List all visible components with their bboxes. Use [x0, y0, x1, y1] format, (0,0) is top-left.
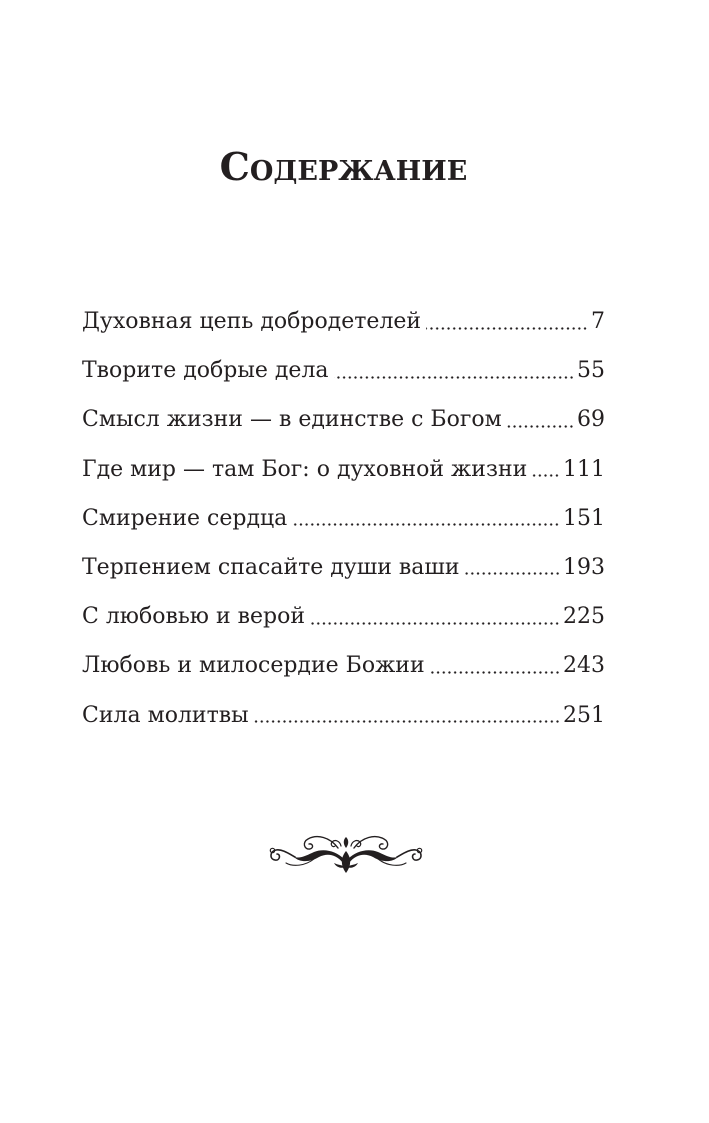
toc-entry: [82, 297, 605, 346]
toc-entry-page: 193: [563, 554, 605, 580]
toc-entry: [82, 641, 605, 690]
toc-entry-page: 55: [577, 358, 605, 384]
toc-entry: [82, 445, 605, 494]
toc-entry: [82, 543, 605, 592]
toc-entry-title: Смирение сердца: [82, 505, 288, 531]
toc-entry-title: Где мир — там Бог: о духовной жизни: [82, 456, 528, 482]
toc-entry: [82, 494, 605, 543]
table-of-contents: [82, 297, 605, 740]
dot-leader: [426, 297, 588, 346]
dot-leader: [334, 346, 574, 395]
toc-entry-page: 225: [563, 604, 605, 630]
ornament-right-half: [348, 837, 422, 866]
toc-entry-title: Сила молитвы: [82, 702, 249, 728]
dot-leader: [532, 445, 560, 494]
toc-entry-title: Терпением спасайте души ваши: [82, 554, 460, 580]
toc-entry-title: Творите добрые дела: [82, 358, 329, 384]
toc-entry-page: 243: [563, 653, 605, 679]
toc-entry: [82, 395, 605, 444]
dot-leader: [430, 641, 560, 690]
toc-entry: [82, 691, 605, 740]
dot-leader: [465, 543, 560, 592]
toc-entry-title: С любовью и верой: [82, 604, 306, 630]
dot-leader: [310, 592, 560, 641]
ornament-left-half: [270, 837, 344, 866]
toc-entry-page: 151: [563, 505, 605, 531]
toc-entry-title: Духовная цепь добродетелей: [82, 309, 422, 334]
ornament-center-fleur: [342, 851, 350, 873]
toc-entry-title: Любовь и милосердие Божии: [82, 653, 425, 679]
dot-leader: [507, 395, 574, 444]
page-title: Содержание: [219, 144, 468, 189]
dot-leader: [292, 494, 560, 543]
toc-entry-title: Смысл жизни — в единстве с Богом: [82, 407, 502, 433]
toc-entry-page: 111: [563, 456, 605, 482]
toc-entry: [82, 592, 605, 641]
toc-entry-page: 7: [591, 309, 605, 334]
toc-entry-page: 69: [577, 407, 605, 433]
flourish-ornament-icon: [267, 826, 425, 874]
toc-entry: [82, 346, 605, 395]
dot-leader: [254, 691, 560, 740]
ornament-top-bud: [344, 837, 349, 848]
toc-entry-page: 251: [563, 702, 605, 728]
